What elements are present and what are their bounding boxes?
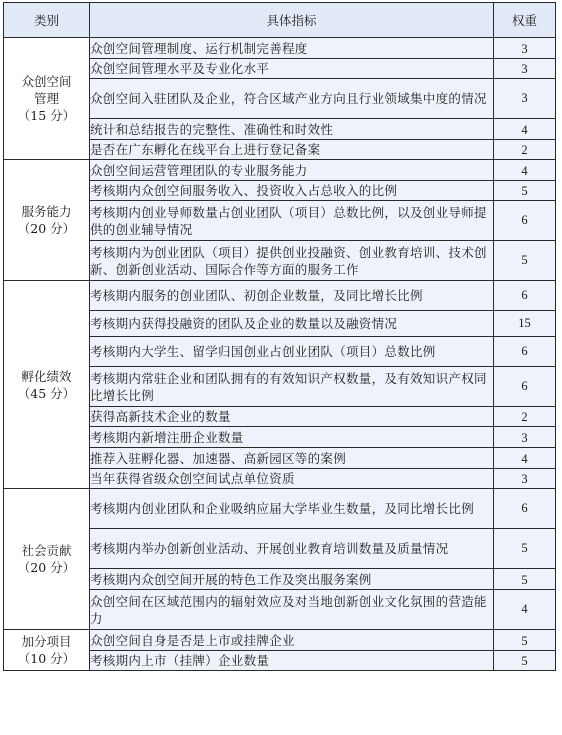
- category-name-line: 社会贡献: [21, 543, 72, 558]
- table-row: [4, 38, 556, 59]
- weight-cell: 6: [494, 367, 556, 407]
- document-page: [3, 2, 555, 671]
- table-row: [4, 281, 556, 311]
- indicator-cell: 众创空间入驻团队及企业，符合区域产业方向且行业领域集中度的情况: [90, 79, 494, 119]
- weight-cell: 5: [494, 651, 556, 671]
- category-score: （45 分）: [17, 385, 76, 401]
- weight-cell: 6: [494, 489, 556, 529]
- weight-cell: 3: [494, 38, 556, 59]
- category-cell: [4, 281, 90, 489]
- weight-cell: 5: [494, 569, 556, 590]
- weight-cell: 6: [494, 281, 556, 311]
- indicator-cell: 考核期内常驻企业和团队拥有的有效知识产权数量，及有效知识产权同比增长比例: [90, 367, 494, 407]
- weight-cell: 5: [494, 241, 556, 281]
- indicator-cell: 考核期内服务的创业团队、初创企业数量，及同比增长比例: [90, 281, 494, 311]
- weight-cell: 3: [494, 427, 556, 448]
- indicator-cell: 众创空间自身是否是上市或挂牌企业: [90, 630, 494, 651]
- evaluation-criteria-table: [3, 2, 556, 671]
- header-indicator: 具体指标: [90, 3, 494, 38]
- category-name-line: 孵化绩效: [21, 368, 72, 384]
- weight-cell: 4: [494, 119, 556, 140]
- category-cell: [4, 160, 90, 281]
- indicator-cell: 推荐入驻孵化器、加速器、高新园区等的案例: [90, 448, 494, 469]
- weight-cell: 4: [494, 448, 556, 469]
- category-score: （15 分）: [17, 108, 76, 123]
- table-row: [4, 630, 556, 651]
- indicator-cell: 众创空间管理制度、运行机制完善程度: [90, 38, 494, 59]
- weight-cell: 2: [494, 140, 556, 160]
- weight-cell: 3: [494, 59, 556, 79]
- indicator-cell: 当年获得省级众创空间试点单位资质: [90, 469, 494, 489]
- category-cell: [4, 630, 90, 671]
- indicator-cell: 考核期内创业团队和企业吸纳应届大学毕业生数量，及同比增长比例: [90, 489, 494, 529]
- category-cell: [4, 38, 90, 160]
- indicator-cell: 获得高新技术企业的数量: [90, 407, 494, 427]
- category-score: （10 分）: [17, 651, 76, 666]
- indicator-cell: 考核期内众创空间开展的特色工作及突出服务案例: [90, 569, 494, 590]
- weight-cell: 6: [494, 201, 556, 241]
- category-score: （20 分）: [17, 221, 76, 236]
- category-score: （20 分）: [17, 560, 76, 575]
- indicator-cell: 考核期内为创业团队（项目）提供创业投融资、创业教育培训、技术创新、创新创业活动、国际合作等方面的服务工作: [90, 241, 494, 281]
- table-row: [4, 160, 556, 181]
- category-name-line: 管理: [33, 91, 59, 106]
- weight-cell: 5: [494, 529, 556, 569]
- weight-cell: 5: [494, 630, 556, 651]
- indicator-cell: 众创空间在区域范围内的辐射效应及对当地创新创业文化氛围的营造能力: [90, 590, 494, 630]
- category-name-line: 服务能力: [21, 204, 72, 219]
- indicator-cell: 是否在广东孵化在线平台上进行登记备案: [90, 140, 494, 160]
- indicator-cell: 众创空间运营管理团队的专业服务能力: [90, 160, 494, 181]
- category-name-line: 加分项目: [21, 634, 72, 649]
- category-cell: [4, 489, 90, 630]
- weight-cell: 3: [494, 469, 556, 489]
- indicator-cell: 考核期内举办创新创业活动、开展创业教育培训数量及质量情况: [90, 529, 494, 569]
- indicator-cell: 考核期内新增注册企业数量: [90, 427, 494, 448]
- table-header-row: [4, 3, 556, 38]
- indicator-cell: 考核期内众创空间服务收入、投资收入占总收入的比例: [90, 181, 494, 201]
- table-body: [4, 38, 556, 671]
- table-row: [4, 489, 556, 529]
- weight-cell: 6: [494, 337, 556, 367]
- weight-cell: 3: [494, 79, 556, 119]
- weight-cell: 4: [494, 590, 556, 630]
- indicator-cell: 众创空间管理水平及专业化水平: [90, 59, 494, 79]
- indicator-cell: 考核期内获得投融资的团队及企业的数量以及融资情况: [90, 311, 494, 337]
- header-weight: 权重: [494, 3, 556, 38]
- weight-cell: 15: [494, 311, 556, 337]
- weight-cell: 2: [494, 407, 556, 427]
- header-category: 类别: [4, 3, 90, 38]
- weight-cell: 4: [494, 160, 556, 181]
- indicator-cell: 考核期内创业导师数量占创业团队（项目）总数比例，以及创业导师提供的创业辅导情况: [90, 201, 494, 241]
- indicator-cell: 考核期内上市（挂牌）企业数量: [90, 651, 494, 671]
- weight-cell: 5: [494, 181, 556, 201]
- category-name-line: 众创空间: [21, 74, 72, 89]
- indicator-cell: 统计和总结报告的完整性、准确性和时效性: [90, 119, 494, 140]
- indicator-cell: 考核期内大学生、留学归国创业占创业团队（项目）总数比例: [90, 337, 494, 367]
